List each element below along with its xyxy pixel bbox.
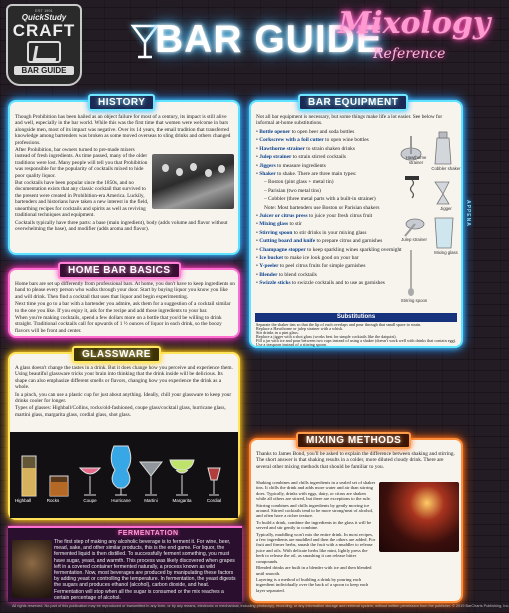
equipment-item: • Swizzle sticks to swizzle cocktails and to use as garnishes [256, 280, 385, 287]
side-tag: APPENA [465, 200, 471, 227]
equipment-item-desc: to keep sparkling wines sparkling overnight [305, 246, 402, 253]
highball-glass-icon [22, 456, 36, 496]
logo-est: EST 1991 [35, 8, 53, 13]
equipment-item: • Corkscrew with a foil cutter to open wine bottles [256, 137, 369, 144]
mixing-glass-icon [435, 218, 453, 248]
equipment-item-name: Jiggers [259, 162, 276, 169]
equipment-item [264, 205, 379, 212]
equipment-item-desc: to make ice look good on your bar [283, 255, 359, 261]
fermentation-title: FERMENTATION [118, 530, 179, 537]
mixing-title: MIXING METHODS [296, 432, 411, 449]
equipment-item: • Jiggers to measure ingredients [256, 162, 326, 169]
jigger-icon [435, 182, 449, 204]
equipment-item-desc: to prepare citrus and garnishes [315, 238, 383, 245]
equipment-item-name: Julep strainer [259, 154, 292, 161]
equipment-item-desc: Note: Most bartenders use Boston or Parisian shakers [264, 204, 380, 211]
equipment-item-desc: to shake. There are three main types: [275, 171, 357, 177]
equipment-item: • Y-peeler to peel citrus fruits for simple garnishes [256, 263, 366, 270]
history-paragraph: Though Prohibition has been hailed as an object failure for most of a century, its impact is still alive and well, especially in the bar world. While this was the first time that women were welcome in bars alongside men, most of its impact was negative. Over its 14 years, the email tradition that transferred knowledge among bartenders was broken as some moved overseas to sling drinks and others changed professions. [15, 114, 231, 146]
mixing-list [256, 480, 376, 598]
cobbler-shaker-icon [435, 132, 451, 164]
mixing-method-item: Layering is a method of building a drink by pouring each ingredient individually over the back of a spoon to keep each layer separated. [256, 576, 369, 593]
mixing-method-item: Typically, muddling won't mix the entire drink. In most recipes, a few ingredients are muddled and then the others are added. For fruit and firmer herbs, smash the fruit with a muddler to release juice and oils. With delicate herbs like mint, lightly press the herb to release the oil, as smashing it can release bitter compounds. [256, 531, 376, 564]
equipment-item-name: Ice bucket [259, 255, 284, 261]
fermentation-photo [12, 540, 52, 598]
equipment-item-desc: to peel citrus fruits for simple garnishes [278, 263, 366, 270]
equipment-item-name: Swizzle sticks [259, 280, 291, 287]
equipment-item: • Shaker to shake. There are three main types: [256, 171, 357, 177]
equipment-list [256, 129, 402, 309]
equipment-item-desc: to open beer and soda bottles [290, 129, 355, 135]
equipment-item-desc: to swizzle cocktails and to use as garnishes [290, 280, 385, 287]
glass-label-cordial: Cordial [206, 498, 222, 503]
footer-copyright: All rights reserved. No part of this publication may be reproduced or transmitted in any form, or by any means, electronic or mechanical, including photocopy, recording, or any information storage and retrieval system, without written permission from the publisher. © 2019 BarCharts Publishing, Inc. [12, 604, 509, 608]
home-bar-paragraph: Next time you go to a bar with a bartender you admire, ask them for a suggestion of a cocktail similar to the one you like. If you enjoy it, ask for the recipe and add those ingredients to your bar. [15, 301, 231, 314]
equipment-item-name: Blender [259, 271, 278, 278]
equipment-item-name: Bottle opener [259, 129, 291, 135]
glassware-title: GLASSWARE [72, 346, 161, 363]
home-bar-paragraph: When you're making cocktails, spend a few dollars more on a bottle that you'd be willing to drink straight. Traditional cocktails call for upwards of 1 ½ ounces of liquor in each drink, so the boozy flavors will be front and center. [15, 315, 222, 334]
equipment-item: • Juicer or citrus press to juice your fresh citrus fruit [256, 213, 373, 219]
tool-label: Stirring spoon [400, 298, 428, 303]
equipment-item-name: Juicer or citrus press [259, 213, 308, 219]
tool-label: Jigger [440, 206, 452, 211]
rocks-glass-icon [50, 476, 68, 496]
mixing-method-item: Blended drinks are built in a blender with ice and then blended until smooth. [256, 565, 372, 576]
equipment-item: • Cutting board and knife to prepare citrus and garnishes [256, 238, 383, 245]
equipment-item [264, 188, 321, 195]
history-paragraph: After Prohibition, bar owners turned to pre-made mixers instead of fresh ingredients. As time passed, many of the older traditions were lost. Many people will tell you that Prohibition was responsible for the popularity of cocktails mixed to hide poor quality liquor. [15, 147, 148, 179]
julep-strainer-icon [405, 219, 424, 236]
equipment-item [264, 179, 334, 186]
page-title: BAR GUIDE [155, 18, 383, 61]
equipment-item-name: Cutting board and knife [259, 238, 316, 245]
substitution-item: Replace a Hawthorne or julep strainer with a whisk. [256, 326, 344, 332]
hurricane-glass-icon [111, 446, 131, 495]
logo-brand: QuickStudy [21, 13, 67, 22]
substitution-item: Replace a jigger with a shot glass (works best for simple cocktails like the daiquiri). [256, 334, 397, 340]
equipment-item: • Hawthorne strainer to strain shaken drinks [256, 145, 355, 152]
equipment-item: • Stirring spoon to stir drinks in your mixing glass [256, 229, 367, 236]
martini-glass-icon [140, 462, 162, 495]
mixing-intro: Thanks to James Bond, you'll be asked to explain the difference between shaking and stirring. The short answer is that shaking results in a colder, more diluted cloudy drink. There are several other mixing methods that should be familiar to you. [256, 451, 455, 470]
logo-craft: CRAFT [12, 21, 76, 40]
tool-label: Julep strainer [401, 237, 427, 242]
equipment-item: • Blender to blend cocktails [256, 271, 317, 278]
page-subtitle: Mixology [338, 6, 491, 41]
history-paragraph: But cocktails have been popular since the 1850s, and no documentation exists that any classic cocktail that survived to the present were created in Prohibition-era America. Luckily, bartenders and historians have taken a new interest in the field, unearthing recipes for cocktails and spirits as well as reviving traditional techniques and equipment. [15, 180, 149, 219]
glass-label-martini: Martini [144, 498, 158, 503]
substitutions-list [256, 323, 458, 347]
history-paragraph: Cocktails typically have three parts: a base (main ingredient), body (adds volume and flavor without overwhelming the base), and modifier (adds aroma and flavor). [15, 219, 228, 232]
margarita-glass-icon [170, 460, 194, 495]
fermentation-text: The first step of making any alcoholic beverage is to ferment it. For wine, beer, mead, sake, and other similar products, this is the end game. For liquor, the fermented liquid is then distilled. To successfully ferment something, you must have sugar, yeast, and warmth. This process was likely discovered when grapes left in a covered container fermented naturally, a process known as wild fermentation. Now, most beverages are produced by manipulating these factors by adding yeast or controlling the temperature. In fermentation, the yeast digests the sugars and produces ethanol (alcohol), carbon dioxide, and heat. Fermentation will stop when all the sugar is consumed or the mix reaches a certain percentage of alcohol. [54, 539, 236, 601]
equipment-title: BAR EQUIPMENT [298, 94, 408, 111]
tool-label: Hawthorne strainer [405, 155, 427, 165]
equipment-item: • Mixing glass to stir [256, 221, 302, 228]
home-bar-title: HOME BAR BASICS [58, 262, 181, 279]
history-title: HISTORY [88, 94, 155, 111]
equipment-item-name: Stirring spoon [259, 229, 293, 236]
home-bar-paragraph: Home bars are set up differently from professional bars. At home, you don't have to keep ingredients on hand to please every person who walks through your door. Start by buying liquor you know you like and will drink. Then find a cocktail that uses that liquor and begin experimenting. [15, 281, 235, 300]
equipment-item-desc: – Parisian (two metal tins) [264, 187, 321, 194]
equipment-item-name: Shaker [259, 171, 276, 177]
quickstudy-logo [6, 4, 82, 86]
equipment-item-name: Corkscrew with a foil cutter [259, 137, 324, 144]
history-panel [8, 100, 240, 255]
equipment-intro: Not all bar equipment is necessary, but some things make life a lot easier. See below for informal at-home substitutions. [256, 114, 443, 127]
glassware-paragraph: In a pinch, you can use a plastic cup for just about anything. Ideally, chill your glassware to keep your drinks cooler for longer. [15, 391, 232, 405]
substitution-item: Separate the shaker tins so that the lip of each overlaps and pour through that small space to strain. [256, 322, 422, 327]
mixing-method-item: Shaking combines and chills ingredients in a sealed set of shaker tins. It chills the drink and adds more water and air than stirring does. Typically, drinks with eggs, dairy, or citrus are shaken while all others are stirred, but there are exceptions to the rule. [256, 480, 376, 502]
corkscrew-icon [405, 176, 419, 198]
logo-mark-icon [27, 41, 61, 63]
equipment-item-desc: to juice your fresh citrus fruit [307, 213, 373, 219]
substitution-item: Stir drinks in a pint glass. [256, 330, 299, 336]
equipment-item-desc: to stir [288, 221, 302, 228]
glass-label-margarita: Margarita [172, 498, 192, 503]
mixing-photo [379, 482, 459, 552]
glassware-text [15, 365, 235, 431]
equipment-item-desc: to stir drinks in your mixing glass [292, 229, 367, 236]
coupe-glass-icon [80, 468, 100, 495]
equipment-item-desc: to strain shaken drinks [304, 145, 355, 152]
glass-label-rocks: Rocks [46, 498, 60, 503]
glassware-paragraph: A glass doesn't change the tastes in a drink. But it does change how you perceive and experience them. Using beautiful glassware tricks your brain into thinking that the drink inside will be delicious. Its shape can also emphasize different smells or flavors, changing how you experience the drink as a whole. [15, 365, 233, 391]
glass-label-coupe: Coupe [83, 498, 97, 503]
equipment-item-desc: to measure ingredients [275, 162, 326, 169]
glassware-panel [8, 352, 240, 520]
substitution-item: Fill a jar with ice and pour between two cups instead of using a shaker (doesn't work well with drinks that contain egg). [256, 338, 457, 344]
equipment-item-desc: – Boston (pint glass + metal tin) [264, 179, 334, 186]
mixing-method-item: To build a drink, combine the ingredients in the glass it will be served and stir gently to combine. [256, 519, 372, 531]
history-photo [152, 154, 234, 209]
equipment-item-name: Champagne stopper [259, 246, 306, 253]
equipment-item-desc: to open wine bottles [323, 137, 369, 144]
substitutions-title: Substitutions [255, 313, 457, 322]
equipment-panel [249, 100, 463, 348]
glass-label-highball: Highball [14, 498, 32, 503]
glass-label-hurricane: Hurricane [111, 498, 131, 503]
equipment-item-desc: to strain stirred cocktails [291, 154, 346, 161]
glassware-illustration [16, 438, 232, 504]
cordial-glass-icon [208, 468, 220, 495]
equipment-item-name: Y-peeler [259, 263, 279, 270]
equipment-item: • Julep strainer to strain stirred cocktails [256, 154, 346, 161]
tool-label: Mixing glass [434, 250, 458, 255]
equipment-item-desc: to blend cocktails [277, 271, 317, 278]
home-bar-text [15, 281, 235, 337]
equipment-item: • Champagne stopper to keep sparkling wines sparkling overnight [256, 246, 402, 253]
substitution-item: Use a teaspoon instead of a stirring spoon. [256, 342, 327, 348]
equipment-item [264, 196, 376, 203]
stirring-spoon-icon [408, 250, 414, 296]
tool-label: Cobbler shaker [431, 166, 461, 171]
equipment-item: • Ice bucket to make ice look good on your bar [256, 255, 359, 261]
equipment-item: • Bottle opener to open beer and soda bottles [256, 129, 355, 135]
glassware-strip [10, 432, 238, 518]
equipment-item-desc: – Cobbler (three metal parts with a built-in strainer) [264, 196, 376, 203]
page-subtitle-secondary: Reference [373, 46, 446, 62]
equipment-item-name: Hawthorne strainer [259, 145, 305, 152]
logo-line: BAR GUIDE [14, 66, 74, 75]
mixing-panel [249, 438, 463, 603]
equipment-item-name: Mixing glass [259, 221, 289, 228]
glassware-paragraph: Types of glasses: Highball/Collins, rocks/old-fashioned, coupe glass/cocktail glass, hurricane glass, martini glass, margarita glass, cordial glass, shot glass. [15, 405, 226, 418]
mixing-method-item: Stirring combines and chills ingredients by gently moving ice around. Stirred cocktails tend to be more strong/neat of alcohol, and often have a richer texture. [256, 502, 374, 519]
